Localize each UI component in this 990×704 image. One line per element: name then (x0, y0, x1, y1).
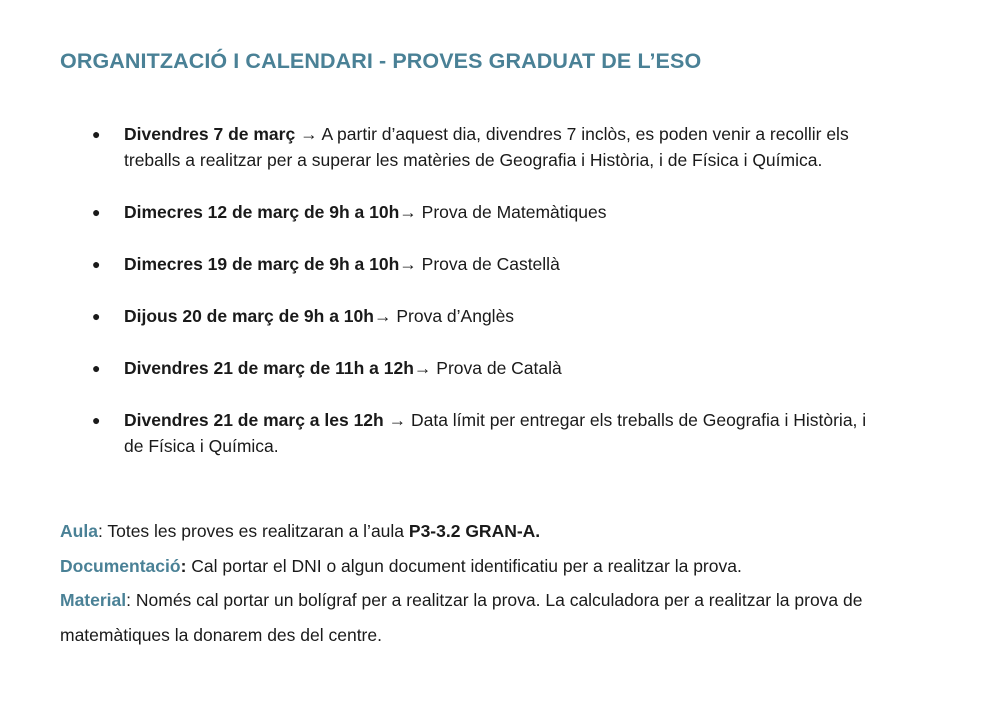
schedule-date: Divendres 21 de març de 11h a 12h (124, 358, 414, 378)
note-text-aula: : Totes les proves es realitzaran a l’aula (97, 521, 409, 541)
bullet-icon: ● (92, 126, 101, 142)
bullet-icon: ● (92, 204, 101, 220)
schedule-description: Data límit per entregar els treballs de Geografia i Història, i de Física i Química. (124, 410, 867, 456)
arrow-icon: → (383, 410, 411, 430)
note-text-documentacio: Cal portar el DNI o algun document identificatiu per a realitzar la prova. (186, 555, 742, 576)
arrow-icon: → (373, 306, 397, 326)
schedule-date: Dimecres 12 de març de 9h a 10h (124, 202, 400, 222)
arrow-icon: → (399, 202, 422, 222)
schedule-date: Divendres 7 de març (124, 124, 296, 144)
note-documentacio (60, 549, 900, 584)
schedule-description: Prova de Català (436, 358, 562, 378)
arrow-icon: → (295, 124, 322, 144)
note-label-material: Material (60, 590, 127, 610)
bullet-icon: ● (92, 256, 101, 272)
notes-section (60, 514, 900, 652)
note-material (60, 583, 900, 652)
note-label-documentacio: Documentació (60, 555, 181, 576)
bullet-icon: ● (92, 412, 101, 428)
note-colon: : (180, 555, 187, 576)
arrow-icon: → (413, 358, 437, 378)
schedule-item (0, 303, 990, 329)
schedule-date: Divendres 21 de març a les 12h (124, 410, 384, 430)
schedule-description: A partir d’aquest dia, divendres 7 inclòs, es poden venir a recollir els treballs a realitzar per a superar les matèries de Geografia i Història, i de Física i Química. (124, 124, 849, 170)
schedule-description: Prova de Matemàtiques (421, 202, 607, 222)
schedule-description: Prova de Castellà (421, 254, 560, 274)
note-aula (60, 514, 900, 549)
arrow-icon: → (399, 254, 422, 274)
schedule-date: Dimecres 19 de març de 9h a 10h (124, 254, 400, 274)
page-title: ORGANITZACIÓ I CALENDARI - PROVES GRADUAT DE L’ESO (60, 49, 702, 73)
schedule-list (0, 121, 990, 485)
bullet-icon: ● (92, 308, 101, 324)
schedule-item (0, 199, 990, 225)
note-label-aula: Aula (60, 521, 98, 541)
schedule-item (0, 407, 990, 459)
schedule-item (0, 355, 990, 381)
classroom-value: P3-3.2 GRAN-A. (408, 521, 541, 541)
note-text-material: : Només cal portar un bolígraf per a realitzar la prova. La calculadora per a realitzar la prova de matemàtiques la donarem des del centre. (60, 590, 863, 645)
bullet-icon: ● (92, 360, 101, 376)
schedule-description: Prova d’Anglès (396, 306, 515, 326)
schedule-item (0, 121, 990, 173)
schedule-date: Dijous 20 de març de 9h a 10h (124, 306, 374, 326)
schedule-item (0, 251, 990, 277)
